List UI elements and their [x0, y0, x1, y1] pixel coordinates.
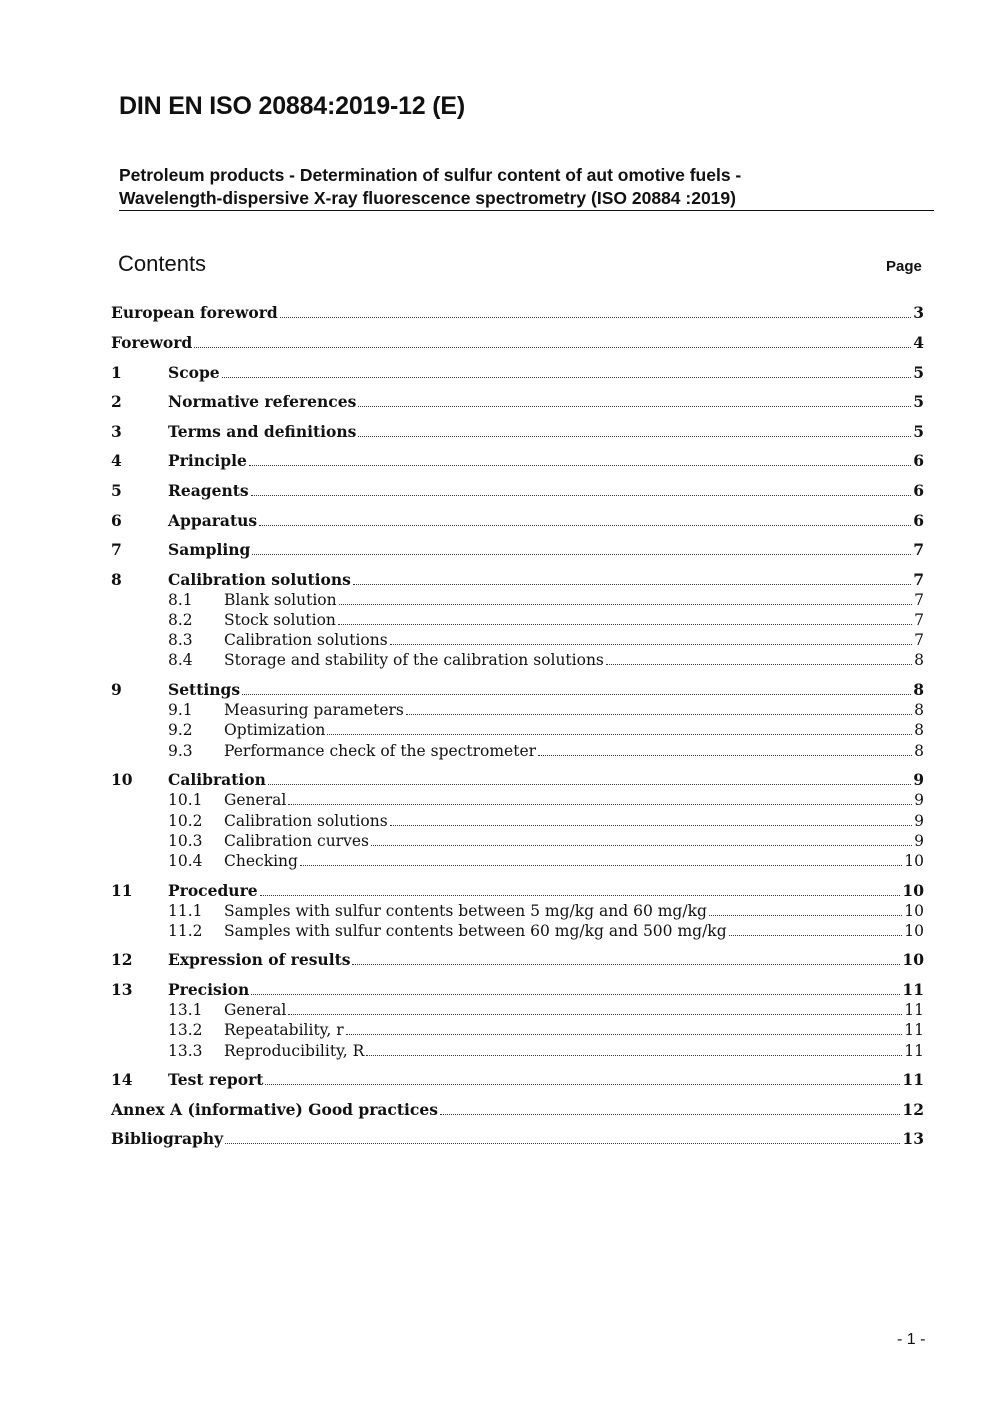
toc-entry-page: 11 — [902, 980, 924, 999]
toc-entry-title: Reproducibility, R — [224, 1042, 365, 1060]
toc-entry-title: Calibration solutions — [224, 631, 388, 649]
toc-entry[interactable] — [111, 422, 924, 442]
toc-dot-leader — [709, 914, 902, 916]
toc-entry-page: 4 — [913, 333, 924, 352]
toc-entry-title: General — [224, 791, 287, 809]
toc-entry-number: 8.3 — [168, 631, 193, 649]
toc-entry-number: 13.3 — [168, 1042, 203, 1060]
toc-dot-leader — [251, 494, 912, 496]
toc-dot-leader — [288, 803, 912, 805]
toc-dot-leader — [352, 963, 900, 965]
toc-entry-page: 9 — [914, 791, 924, 809]
toc-dot-leader — [242, 693, 911, 695]
toc-dot-leader — [606, 663, 912, 665]
toc-entry[interactable] — [111, 770, 924, 790]
toc-entry-title: General — [224, 1001, 287, 1019]
toc-entry[interactable] — [168, 650, 924, 670]
toc-entry[interactable] — [111, 570, 924, 590]
toc-entry-title: Foreword — [111, 333, 193, 352]
toc-entry[interactable] — [168, 851, 924, 871]
toc-dot-leader — [366, 1054, 902, 1056]
toc-dot-leader — [353, 583, 911, 585]
toc-entry-title: Precision — [168, 980, 250, 999]
toc-entry-title: Sampling — [168, 540, 251, 559]
toc-entry-number: 9.1 — [168, 701, 193, 719]
toc-entry-page: 10 — [904, 852, 924, 870]
toc-entry-number: 10.2 — [168, 812, 203, 830]
toc-entry-title: Repeatability, r — [224, 1021, 344, 1039]
toc-entry-page: 10 — [904, 922, 924, 940]
toc-entry-page: 8 — [914, 742, 924, 760]
toc-entry-title: Test report — [168, 1070, 264, 1089]
toc-entry-title: Terms and definitions — [168, 422, 357, 441]
toc-entry-number: 8 — [111, 570, 122, 589]
toc-entry-page: 7 — [914, 591, 924, 609]
toc-entry-page: 8 — [914, 721, 924, 739]
toc-entry-number: 1 — [111, 363, 122, 382]
toc-entry[interactable] — [111, 451, 924, 471]
toc-entry-page: 10 — [902, 950, 924, 969]
toc-entry-page: 13 — [902, 1129, 924, 1148]
toc-entry-title: Scope — [168, 363, 220, 382]
toc-dot-leader — [268, 783, 911, 785]
toc-entry-page: 6 — [913, 511, 924, 530]
toc-entry-title: Normative references — [168, 392, 357, 411]
toc-entry[interactable] — [168, 1041, 924, 1061]
toc-entry-title: Apparatus — [168, 511, 258, 530]
toc-dot-leader — [390, 643, 912, 645]
toc-entry-title: Measuring parameters — [224, 701, 404, 719]
toc-entry-page: 7 — [913, 570, 924, 589]
toc-entry-number: 8.4 — [168, 651, 193, 669]
toc-entry-page: 6 — [913, 451, 924, 470]
toc-entry[interactable] — [111, 980, 924, 1000]
toc-entry-number: 10 — [111, 770, 133, 789]
toc-entry-title: Reagents — [168, 481, 249, 500]
toc-entry-number: 7 — [111, 540, 122, 559]
toc-entry-title: Settings — [168, 680, 241, 699]
toc-entry-page: 11 — [904, 1021, 924, 1039]
toc-entry-page: 5 — [913, 422, 924, 441]
toc-dot-leader — [339, 603, 913, 605]
toc-entry[interactable] — [111, 511, 924, 531]
toc-dot-leader — [252, 553, 911, 555]
toc-entry-page: 7 — [914, 631, 924, 649]
toc-entry-page: 11 — [902, 1070, 924, 1089]
toc-entry-title: Performance check of the spectrometer — [224, 742, 537, 760]
toc-entry-title: Annex A (informative) Good practices — [111, 1100, 438, 1119]
toc-entry[interactable] — [168, 590, 924, 610]
toc-entry-page: 10 — [904, 902, 924, 920]
toc-entry-title: Calibration solutions — [168, 570, 351, 589]
toc-dot-leader — [327, 733, 912, 735]
toc-entry-page: 7 — [913, 540, 924, 559]
toc-entry-title: Bibliography — [111, 1129, 224, 1148]
toc-entry-page: 11 — [904, 1001, 924, 1019]
toc-dot-leader — [222, 376, 912, 378]
toc-entry-number: 10.4 — [168, 852, 203, 870]
toc-dot-leader — [251, 993, 900, 995]
toc-dot-leader — [260, 894, 901, 896]
toc-entry-number: 11.2 — [168, 922, 203, 940]
subtitle-line-2: Wavelength-dispersive X-ray fluorescence spectrometry (ISO 20884 :2019) — [119, 188, 736, 208]
toc-entry-page: 8 — [914, 651, 924, 669]
toc-dot-leader — [259, 524, 911, 526]
toc-entry[interactable] — [168, 610, 924, 630]
toc-entry-number: 11 — [111, 881, 133, 900]
toc-entry-page: 11 — [904, 1042, 924, 1060]
toc-entry[interactable] — [111, 680, 924, 700]
toc-entry-number: 8.1 — [168, 591, 193, 609]
toc-dot-leader — [358, 435, 911, 437]
toc-entry-title: European foreword — [111, 303, 278, 322]
subtitle-line-1: Petroleum products - Determination of sulfur content of aut omotive fuels - — [119, 165, 742, 185]
toc-entry[interactable] — [111, 1070, 924, 1090]
toc-entry[interactable] — [111, 950, 924, 970]
toc-dot-leader — [265, 1083, 900, 1085]
toc-entry[interactable] — [111, 363, 924, 383]
toc-entry[interactable] — [168, 1020, 924, 1040]
toc-dot-leader — [358, 405, 911, 407]
document-id: DIN EN ISO 20884:2019-12 (E) — [119, 92, 465, 120]
toc-entry[interactable] — [111, 303, 924, 323]
toc-entry-number: 4 — [111, 451, 122, 470]
toc-entry-page: 3 — [913, 303, 924, 322]
toc-entry-number: 12 — [111, 950, 133, 969]
toc-entry-title: Storage and stability of the calibration solutions — [224, 651, 604, 669]
toc-dot-leader — [288, 1013, 902, 1015]
toc-entry-page: 6 — [913, 481, 924, 500]
toc-entry-number: 8.2 — [168, 611, 193, 629]
toc-entry-title: Calibration curves — [224, 832, 369, 850]
toc-entry-number: 10.1 — [168, 791, 203, 809]
toc-dot-leader — [390, 824, 912, 826]
toc-entry-number: 6 — [111, 511, 122, 530]
subtitle-divider — [119, 210, 934, 211]
toc-entry-page: 8 — [913, 680, 924, 699]
toc-entry[interactable] — [168, 630, 924, 650]
toc-entry[interactable] — [168, 741, 924, 761]
toc-entry-number: 9 — [111, 680, 122, 699]
toc-entry-page: 9 — [914, 832, 924, 850]
toc-entry-number: 13 — [111, 980, 133, 999]
toc-entry[interactable] — [168, 700, 924, 720]
toc-dot-leader — [225, 1142, 900, 1144]
toc-entry[interactable] — [168, 1000, 924, 1020]
toc-entry-title: Samples with sulfur contents between 60 mg/kg and 500 mg/kg — [224, 922, 727, 940]
toc-entry-number: 3 — [111, 422, 122, 441]
toc-entry-page: 10 — [902, 881, 924, 900]
toc-entry-page: 5 — [913, 392, 924, 411]
toc-entry-title: Checking — [224, 852, 298, 870]
toc-entry[interactable] — [111, 540, 924, 560]
toc-dot-leader — [249, 464, 911, 466]
toc-entry[interactable] — [168, 901, 924, 921]
document-subtitle — [119, 164, 934, 210]
toc-entry-number: 10.3 — [168, 832, 203, 850]
toc-entry-number: 14 — [111, 1070, 133, 1089]
toc-entry[interactable] — [111, 1100, 924, 1120]
toc-entry-page: 5 — [913, 363, 924, 382]
footer-page-number: - 1 - — [897, 1331, 926, 1348]
toc-entry-page: 12 — [902, 1100, 924, 1119]
toc-entry-number: 13.2 — [168, 1021, 203, 1039]
toc-entry-number: 9.3 — [168, 742, 193, 760]
toc-dot-leader — [440, 1113, 900, 1115]
toc-entry-title: Principle — [168, 451, 247, 470]
toc-dot-leader — [729, 934, 903, 936]
toc-dot-leader — [371, 844, 912, 846]
toc-entry-page: 9 — [913, 770, 924, 789]
toc-entry-page: 7 — [914, 611, 924, 629]
toc-entry-title: Optimization — [224, 721, 326, 739]
toc-entry-title: Blank solution — [224, 591, 337, 609]
toc-dot-leader — [338, 623, 912, 625]
toc-entry[interactable] — [111, 333, 924, 353]
toc-entry-number: 2 — [111, 392, 122, 411]
toc-entry-title: Calibration — [168, 770, 266, 789]
toc-entry-page: 8 — [914, 701, 924, 719]
toc-entry[interactable] — [111, 392, 924, 412]
toc-entry[interactable] — [111, 881, 924, 901]
toc-entry-page: 9 — [914, 812, 924, 830]
toc-entry-title: Stock solution — [224, 611, 336, 629]
contents-heading: Contents — [118, 251, 207, 276]
toc-entry-number: 11.1 — [168, 902, 203, 920]
toc-entry[interactable] — [168, 720, 924, 740]
toc-entry-title: Expression of results — [168, 950, 351, 969]
toc-entry[interactable] — [168, 831, 924, 851]
toc-entry[interactable] — [168, 921, 924, 941]
toc-dot-leader — [538, 754, 912, 756]
toc-dot-leader — [406, 713, 912, 715]
toc-entry[interactable] — [168, 811, 924, 831]
toc-entry-number: 9.2 — [168, 721, 193, 739]
toc-dot-leader — [300, 864, 902, 866]
toc-entry[interactable] — [168, 790, 924, 810]
page-column-label: Page — [886, 258, 922, 275]
toc-entry[interactable] — [111, 481, 924, 501]
toc-entry-title: Procedure — [168, 881, 258, 900]
toc-entry-number: 5 — [111, 481, 122, 500]
toc-dot-leader — [280, 316, 911, 318]
toc-entry-title: Samples with sulfur contents between 5 mg/kg and 60 mg/kg — [224, 902, 707, 920]
toc-entry-title: Calibration solutions — [224, 812, 388, 830]
toc-dot-leader — [346, 1033, 903, 1035]
toc-entry[interactable] — [111, 1129, 924, 1149]
toc-dot-leader — [194, 346, 911, 348]
toc-entry-number: 13.1 — [168, 1001, 203, 1019]
